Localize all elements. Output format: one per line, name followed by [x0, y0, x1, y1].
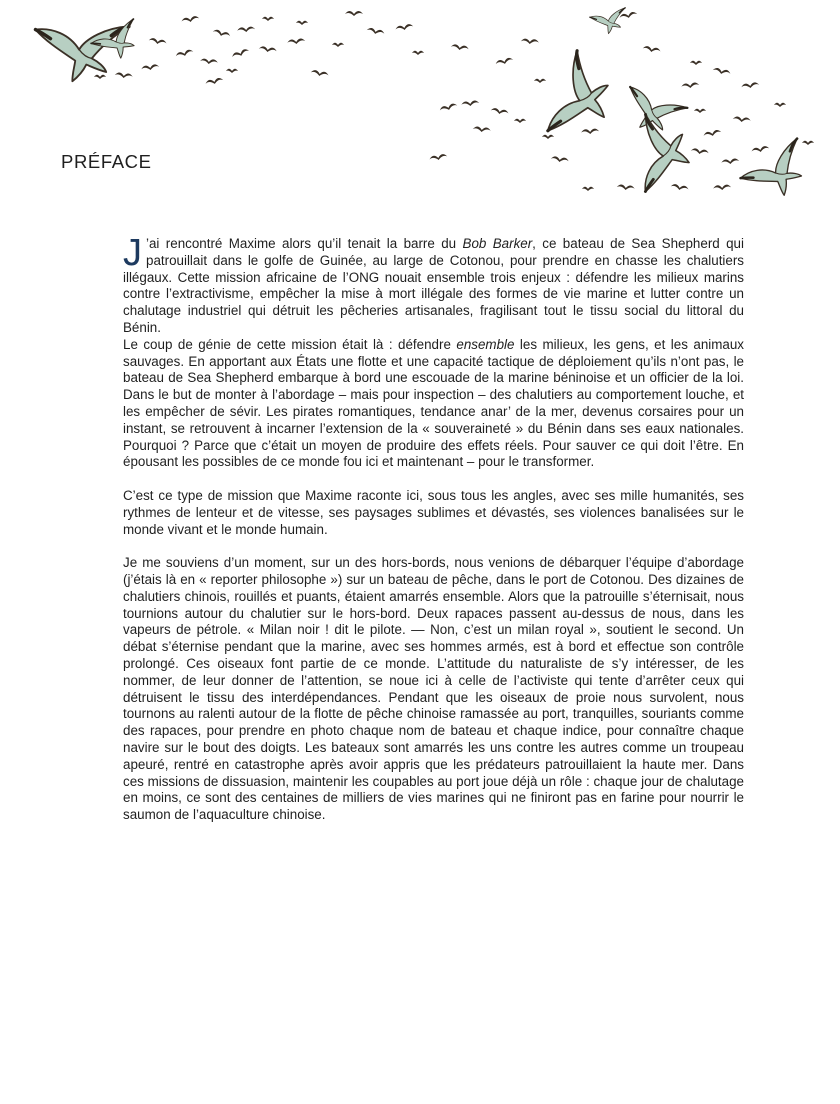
paragraph-4: Je me souviens d’un moment, sur un des hors-bords, nous venions de débarquer l’équipe d’abordage (j’étais là en « reporter philosophe ») sur un bateau de pêche, dans le port de Cotonou. Des dizaines de chalutiers chinois, rouillés et puants, étaient amarrés ensemble. Alors que la patrouille s’éternisait, nous tournions autour du chalutier sur le hors-bord. Deux rapaces passent au-dessus de nous, dans les vapeurs de pétrole. « Milan noir ! dit le pilote. — Non, c’est un milan royal », soutient le second. Un débat s’éternise pendant que la marine, avec ses hommes armés, est à bord et effectue son contrôle prolongé. Ces oiseaux font partie de ce monde. L’attitude du naturaliste de s’y intéresser, de les nommer, de leur donner de l’attention, se noue ici à celle de l’activiste qui tente d’arrêter ceux qui détruisent le tissu des interdépendances. Pendant que les oiseaux de proie nous survolent, nous tournons au ralenti autour de la flotte de pêche chinoise ramassée au port, tranquilles, souriants comme des rapaces, pour prendre en photo chaque nom de bateau et chaque indice, pour connaître chaque navire sur le bout des doigts. Les bateaux sont amarrés les uns contre les autres comme un troupeau apeuré, rentré en catastrophe après avoir appris que les prédateurs patrouillaient la haute mer. Dans ces missions de dissuasion, maintenir les coupables au port joue déjà un rôle : chaque jour de chalutage en moins, ce sont des centaines de milliers de vies marines qui ne finiront pas en farine pour nourrir le saumon de l’aquaculture chinoise.	[123, 555, 744, 823]
drop-cap: J	[123, 232, 142, 274]
paragraph-3: C’est ce type de mission que Maxime raconte ici, sous tous les angles, avec ses mille humanités, ses rythmes de lenteur et de vitesse, ses paysages sublimes et dévastés, ses violences banalisées sur le monde vivant et le monde humain.	[123, 487, 744, 537]
paragraph-2	[123, 337, 744, 471]
paragraph-2-text-b: les milieux, les gens, et les animaux sauvages. En apportant aux États une flotte et une capacité tactique de déploiement qu’ils n’ont pas, le bateau de Sea Shepherd embarque à bord une escouade de la marine béninoise et un officier de la loi. Dans le but de monter à l’abordage – mais pour inspection – des chalutiers au comportement louche, et les empêcher de sévir. Les pirates romantiques, tendance anar’ de la mer, devenus corsaires pour un instant, se retrouvent à incarner l’extension de la « souveraineté » du Bénin dans ses eaux nationales. Pourquoi ? Parce que c’était un moyen de produire des effets réels. Pour sauver ce qui doit l’être. En épousant les possibles de ce monde fou ici et maintenant – pour le transformer.	[123, 336, 744, 470]
paragraph-1-text-b: , ce bateau de Sea Shepherd qui patrouillait dans le golfe de Guinée, au large de Cotonou, pour prendre en chasse les chalutiers illégaux. Cette mission africaine de l’ONG nouait ensemble trois enjeux : défendre les milieux marins contre l’extractivisme, empêcher la mise à mort illégale des formes de vie marine et lutter contre un chalutage industriel qui détruit les pêcheries artisanales, fragilisant tout le tissu social du littoral du Bénin.	[123, 236, 744, 335]
emphasis-ensemble: ensemble	[456, 336, 515, 352]
preface-body	[123, 232, 744, 824]
seagull-flock-illustration	[0, 0, 840, 210]
ship-name: Bob Barker	[462, 236, 533, 251]
paragraph-2-text-a: Le coup de génie de cette mission était là : défendre	[123, 336, 457, 352]
paragraph-1	[123, 232, 744, 337]
paragraph-1-text-a: ’ai rencontré Maxime alors qu’il tenait la barre du	[146, 236, 463, 251]
page-title: PRÉFACE	[61, 151, 152, 172]
